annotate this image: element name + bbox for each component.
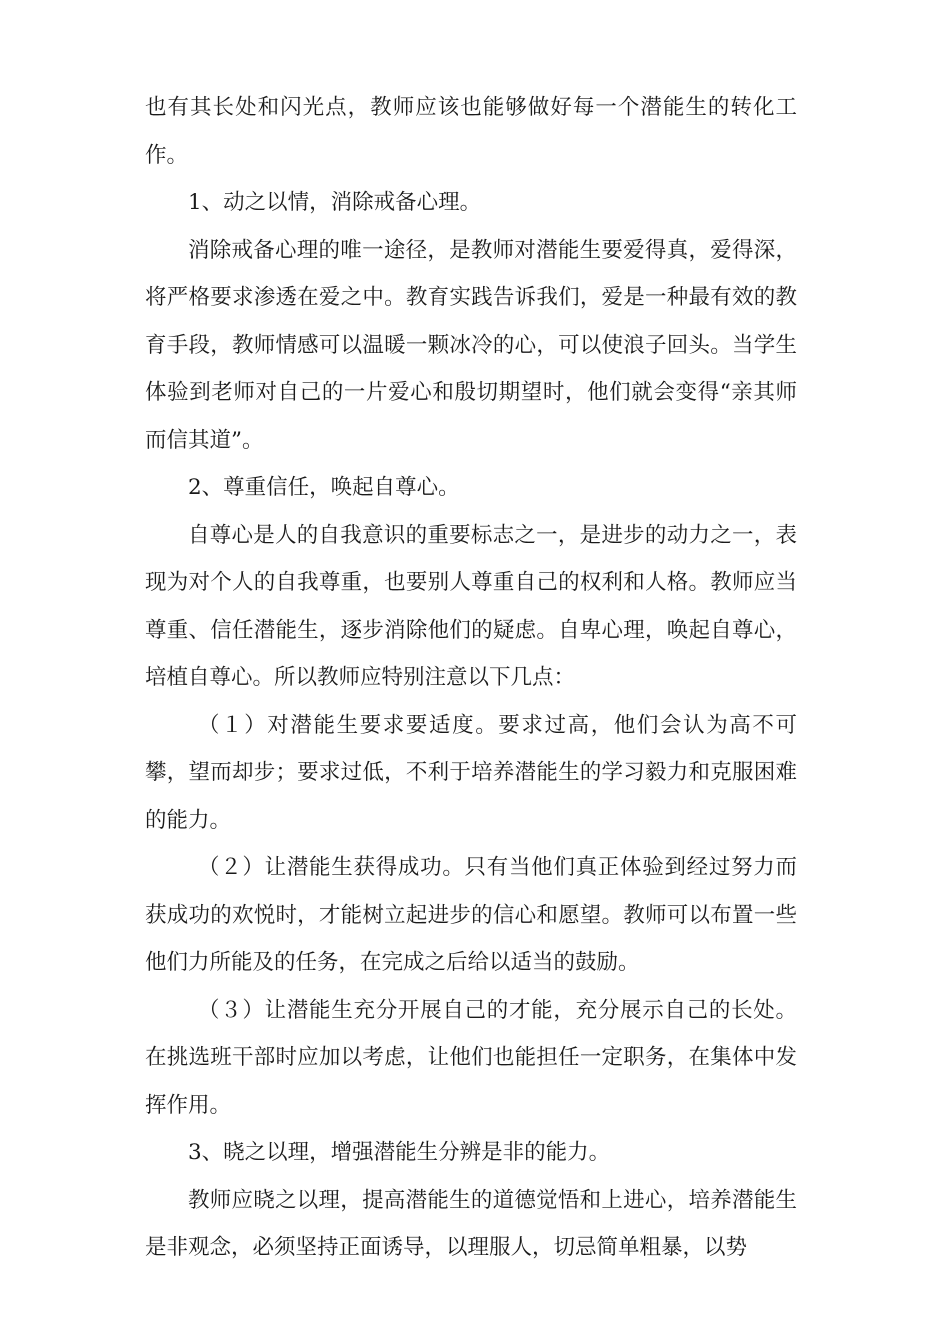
section-heading-1: 1、动之以情，消除戒备心理。 xyxy=(188,190,482,215)
section-heading-2: 2、尊重信任，唤起自尊心。 xyxy=(188,475,460,500)
paragraph-section-2: 自尊心是人的自我意识的重要标志之一，是进步的动力之一，表现为对个人的自我尊重，也要别人尊重自己的权利和人格。教师应当尊重、信任潜能生，逐步消除他们的疑虑。自卑心理，唤起自尊心，培植自尊心。所以教师应特别注意以下几点： xyxy=(145,522,797,690)
paragraph-section-1: 消除戒备心理的唯一途径，是教师对潜能生要爱得真，爱得深，将严格要求渗透在爱之中。教育实践告诉我们，爱是一种最有效的教育手段，教师情感可以温暖一颗冰冷的心，可以使浪子回头。当学生体验到老师对自己的一片爱心和殷切期望时，他们就会变得“亲其师而信其道”。 xyxy=(145,237,797,453)
section-heading-3: 3、晓之以理，增强潜能生分辨是非的能力。 xyxy=(188,1140,611,1165)
document-body xyxy=(145,84,797,1272)
list-item-3: （３）让潜能生充分开展自己的才能，充分展示自己的长处。在挑选班干部时应加以考虑，让他们也能担任一定职务，在集体中发挥作用。 xyxy=(145,997,797,1118)
paragraph-section-3: 教师应晓之以理，提高潜能生的道德觉悟和上进心，培养潜能生是非观念，必须坚持正面诱导，以理服人，切忌简单粗暴，以势 xyxy=(145,1187,797,1260)
list-item-2: （２）让潜能生获得成功。只有当他们真正体验到经过努力而获成功的欢悦时，才能树立起进步的信心和愿望。教师可以布置一些他们力所能及的任务，在完成之后给以适当的鼓励。 xyxy=(145,855,797,975)
list-item-1: （１）对潜能生要求要适度。要求过高，他们会认为高不可攀，望而却步；要求过低，不利于培养潜能生的学习毅力和克服困难的能力。 xyxy=(145,712,797,833)
paragraph-continuation: 也有其长处和闪光点，教师应该也能够做好每一个潜能生的转化工作。 xyxy=(145,95,797,168)
